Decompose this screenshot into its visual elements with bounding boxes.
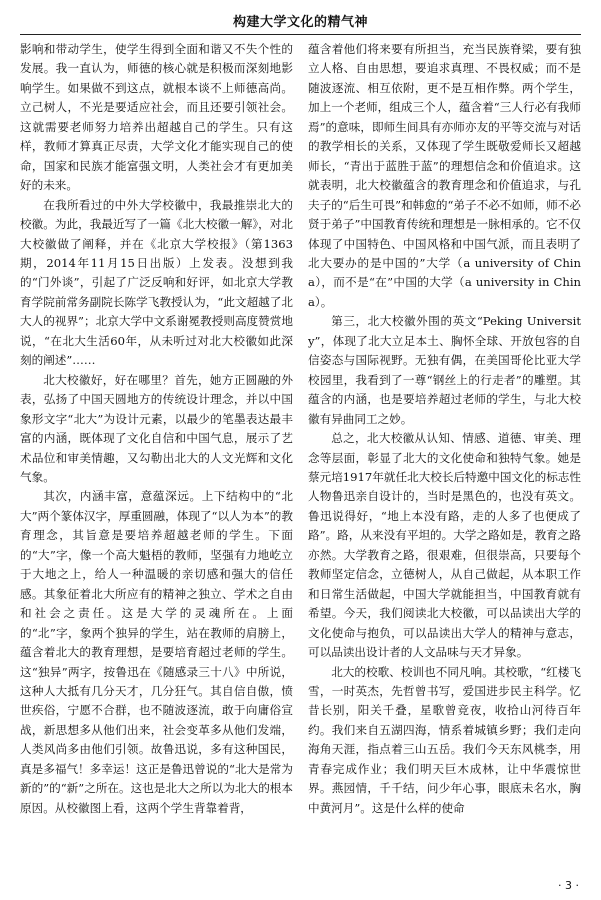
running-header bbox=[20, 0, 581, 35]
paragraph: 影响和带动学生，使学生得到全面和谐又不失个性的发展。我一直认为，师德的核心就是积极而深刻地影响学生。如果做不到这点，就根本谈不上师德高尚。立己树人，不光是要适应社会，而且还要引领社会。这就需要老师努力培养出超越自己的学生。只有这样，教师才算真正尽责，大学文化才能实现自己的使命，国家和民族才能富强文明，人类社会才有更加美好的未来。 bbox=[20, 42, 293, 193]
paragraph: 北大校徽好，好在哪里？首先，她方正圆融的外表，弘扬了中国天圆地方的传统设计理念，并以中国象形文字“北大”为设计元素，以最少的笔墨表达最丰富的内涵，既体现了文化自信和中国气息，展示了艺术品位和审美情趣，又勾勒出北大的人文光辉和文化气象。 bbox=[20, 372, 293, 484]
running-header-title: 构建大学文化的精气神 bbox=[232, 15, 368, 30]
right-column bbox=[308, 40, 581, 860]
left-column bbox=[20, 40, 293, 860]
paragraph: 第三，北大校徽外围的英文“Peking University”，体现了北大立足本土、胸怀全球、开放包容的自信姿态与国际视野。无独有偶，在美国哥伦比亚大学校园里，我看到了一尊“钢丝上的行走者”的雕塑。其蕴含的内涵，也是要培养超过老师的学生，与北大校徽有异曲同工之妙。 bbox=[308, 314, 581, 426]
paragraph: 其次，内涵丰富，意蕴深远。上下结构中的“北大”两个篆体汉字，厚重圆融，体现了“以人为本”的教育理念，其旨意是要培养超越老师的学生。下面的“大”字，像一个高大魁梧的教师，坚强有力地屹立于大地之上，给人一种温暖的亲切感和强大的信任感。其象征着北大所应有的精神之独立、学术之自由和社会之责任。这是大学的灵魂所在。上面的“北”字，象两个独异的学生，站在教师的肩膀上，蕴含着北大的教育理想，是要培育超过老师的学生。这“独异”两字，按鲁迅在《随感录三十八》中所说，这种人大抵有几分天才，几分狂气。其自信自傲，愤世疾俗，宁愿不合群，也不随波逐流，敢于向庸俗宣战，新思想多从他们出来，社会变革多从他们发端，人类风尚多由他们引领。故鲁迅说，多有这种国民，真是多福气！多幸运！这正是鲁迅曾说的“北大是常为新的”的“新”之所在。这也是北大之所以为北大的根本原因。从校徽图上看，这两个学生背靠着背， bbox=[20, 489, 293, 815]
page-number: · 3 · bbox=[558, 879, 579, 892]
paragraph: 蕴含着他们将来要有所担当，充当民族脊梁，要有独立人格、自由思想，要追求真理、不畏权威；而不是随波逐流、相互依附，更不是互相作弊。两个学生，加上一个老师，组成三个人，蕴含着“三人行必有我师焉”的意味，即师生间具有亦师亦友的平等交流与对话的教学相长的关系，又体现了学生既敬爱师长又超越师长，“青出于蓝胜于蓝”的理想信念和价值追求。这就表明，北大校徽蕴含的教育理念和价值追求，与孔夫子的“后生可畏”和韩愈的“弟子不必不如师，师不必贤于弟子”中国教育传统和理想是一脉相承的。它不仅体现了中国特色、中国风格和中国气派，而且表明了北大要办的是中国的”大学（a university of China），而不是“在”中国的大学（a university in China）。 bbox=[308, 42, 581, 309]
paragraph: 总之，北大校徽从认知、情感、道德、审美、理念等层面，彰显了北大的文化使命和独特气象。她是蔡元培1917年就任北大校长后特邀中国文化的标志性人物鲁迅亲自设计的，当时是黑色的，也没有英文。鲁迅说得好，“地上本没有路，走的人多了也便成了路”。路，从来没有平坦的。大学之路如是，教育之路亦然。大学教育之路，很艰难，但很崇高，只要每个教师坚定信念，立德树人，从自己做起，从本职工作和日常生活做起，中国大学就能担当，中国教育就有希望。今天，我们阅读北大校徽，可以品读出大学的文化使命与抱负，可以品读出大学人的精神与意志，可以品读出设计者的人文品味与天才异象。 bbox=[308, 431, 581, 660]
paragraph: 在我所看过的中外大学校徽中，我最推崇北大的校徽。为此，我最近写了一篇《北大校徽一解》，对北大校徽做了阐释，并在《北京大学校报》（第1363期，2014年11月15日出版）上发表。没想到我的“门外谈”，引起了广泛反响和好评，如北京大学教育学院前常务副院长陈学飞教授认为，“此文超越了北大人的视界”；北京大学中文系谢冕教授则高度赞赏地说，“在北大生活60年，从未听过对北大校徽如此深刻的阐述”…… bbox=[20, 197, 293, 368]
paragraph: 北大的校歌、校训也不同凡响。其校歌，“红楼飞雪，一时英杰，先哲曾书写，爱国进步民主科学。忆昔长别，阳关千叠，星歌曾竞夜，收拾山河待百年约。我们来自五湖四海，情系着城镇乡野；我们走向海角天涯，指点着三山五岳。我们今天东风桃李，用青春完成作业；我们明天巨木成林，让中华震惊世界。燕园情，千千结，问少年心事，眼底未名水，胸中黄河月”。这是什么样的使命 bbox=[308, 664, 581, 815]
